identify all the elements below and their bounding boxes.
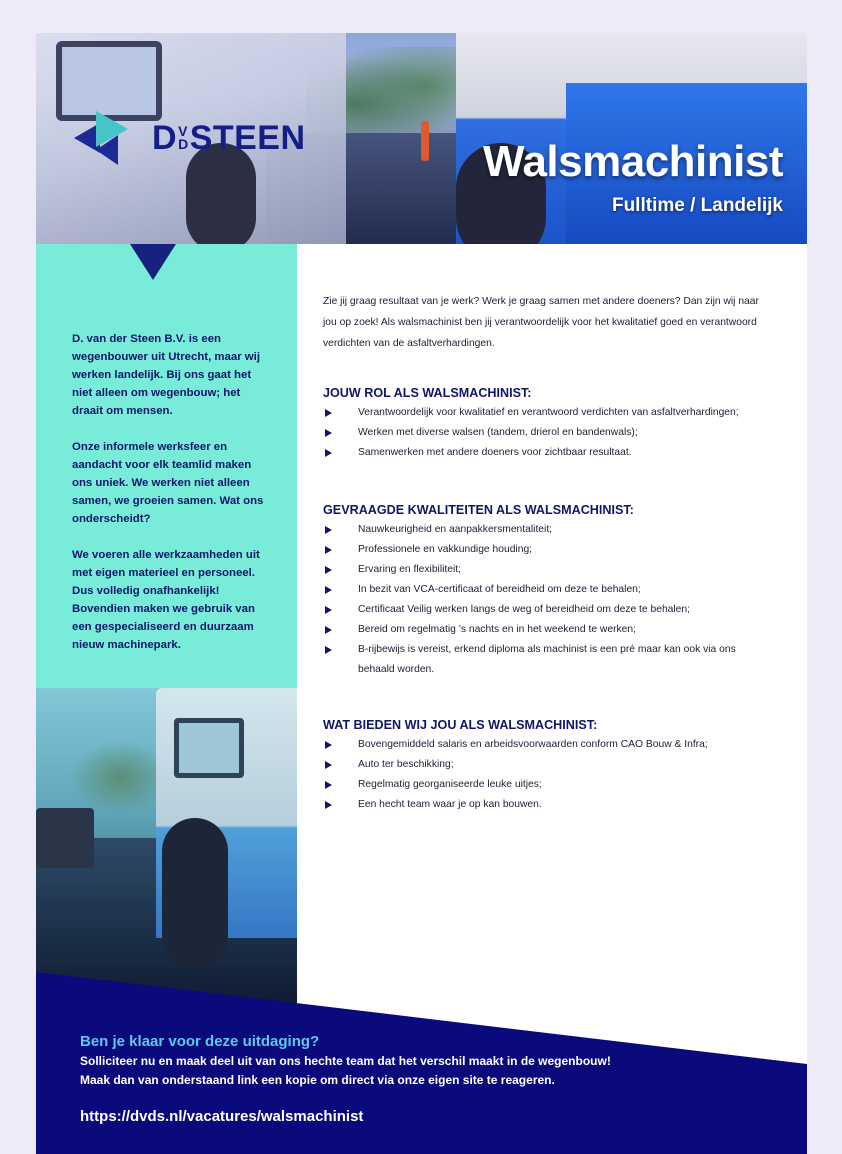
- intro-paragraph: We voeren alle werkzaamheden uit met eigen materieel en personeel. Dus volledig onafhankelijk! Bovendien maken we gebruik van een gespecialiseerd en duurzaam nieuw machinepark.: [72, 549, 260, 651]
- road-worker: [421, 121, 429, 161]
- left-photo: [36, 688, 297, 1004]
- list-item: Nauwkeurigheid en aanpakkersmentaliteit;: [323, 520, 793, 540]
- bullet-arrow-icon: [325, 566, 332, 574]
- job-title: Walsmachinist: [483, 137, 783, 186]
- dvds-logo: [74, 111, 306, 165]
- machine-cab-window: [174, 718, 244, 778]
- bullet-arrow-icon: [325, 741, 332, 749]
- job-subtitle: Fulltime / Landelijk: [611, 195, 783, 216]
- list-item: In bezit van VCA-certificaat of bereidheid om deze te behalen;: [323, 580, 793, 600]
- bullet-arrow-icon: [325, 449, 332, 457]
- machine-cab-window: [56, 41, 162, 121]
- role-list: [323, 403, 793, 463]
- list-item: Ervaring en flexibiliteit;: [323, 560, 793, 580]
- bullet-arrow-icon: [325, 801, 332, 809]
- bullet-arrow-icon: [325, 761, 332, 769]
- lead-paragraph: Zie jij graag resultaat van je werk? Werk je graag samen met andere doeners? Dan zijn wij naar jou op zoek! Als walsmachinist ben jij verantwoordelijk voor het kwalitatief goed en verantwoord verdichten van de asfaltverhardingen.: [323, 296, 759, 349]
- vacancy-page: [36, 33, 807, 1154]
- bullet-arrow-icon: [325, 546, 332, 554]
- bullet-arrow-icon: [325, 586, 332, 594]
- list-item: Certificaat Veilig werken langs de weg of bereidheid om deze te behalen;: [323, 600, 793, 620]
- list-item: Een hecht team waar je op kan bouwen.: [323, 795, 793, 815]
- list-item: Werken met diverse walsen (tandem, drierol en bandenwals);: [323, 423, 793, 443]
- intro-paragraph: Onze informele werksfeer en aandacht voor elk teamlid maken ons uniek. We werken niet alleen samen, we groeien samen. Wat ons onderscheidt?: [72, 441, 264, 525]
- bullet-arrow-icon: [325, 409, 332, 417]
- footer-line-1: Solliciteer nu en maak deel uit van ons hechte team dat het verschil maakt in de wegenbouw!: [80, 1054, 611, 1068]
- qualities-list: [323, 520, 793, 680]
- company-intro: [72, 330, 268, 672]
- application-link[interactable]: https://dvds.nl/vacatures/walsmachinist: [80, 1108, 364, 1125]
- bullet-arrow-icon: [325, 526, 332, 534]
- bullet-arrow-icon: [325, 626, 332, 634]
- footer-question: Ben je klaar voor deze uitdaging?: [80, 1033, 320, 1050]
- list-item: Regelmatig georganiseerde leuke uitjes;: [323, 775, 793, 795]
- bullet-arrow-icon: [325, 429, 332, 437]
- section-title-role: JOUW ROL ALS WALSMACHINIST:: [323, 386, 532, 400]
- list-item: Auto ter beschikking;: [323, 755, 793, 775]
- list-item: Professionele en vakkundige houding;: [323, 540, 793, 560]
- header-photo: [36, 33, 807, 244]
- list-item: Samenwerken met andere doeners voor zichtbaar resultaat.: [323, 443, 793, 463]
- roller-drum: [162, 818, 228, 968]
- section-title-qualities: GEVRAAGDE KWALITEITEN ALS WALSMACHINIST:: [323, 503, 634, 517]
- list-item: Verantwoordelijk voor kwalitatief en verantwoord verdichten van asfaltverhardingen;: [323, 403, 793, 423]
- bullet-arrow-icon: [325, 606, 332, 614]
- footer-line-2: Maak dan van onderstaand link een kopie om direct via onze eigen site te reageren.: [80, 1073, 555, 1087]
- logo-wordmark: D V D STEEN: [152, 118, 306, 157]
- job-content: [323, 291, 793, 815]
- bullet-arrow-icon: [325, 646, 332, 654]
- pointer-triangle-icon: [130, 244, 176, 280]
- bullet-arrow-icon: [325, 781, 332, 789]
- offer-list: [323, 735, 793, 815]
- list-item: Bovengemiddeld salaris en arbeidsvoorwaarden conform CAO Bouw & Infra;: [323, 735, 793, 755]
- list-item: B-rijbewijs is vereist, erkend diploma als machinist is een pré maar kan ook via ons behaald worden.: [323, 640, 763, 680]
- list-item: Bereid om regelmatig ’s nachts en in het weekend te werken;: [323, 620, 793, 640]
- intro-paragraph: D. van der Steen B.V. is een wegenbouwer uit Utrecht, maar wij werken landelijk. Bij ons gaat het niet alleen om wegenbouw; het draait om mensen.: [72, 333, 260, 417]
- roller-machine-distant: [36, 808, 94, 868]
- logo-mark-icon: [74, 111, 140, 165]
- section-title-offer: WAT BIEDEN WIJ JOU ALS WALSMACHINIST:: [323, 718, 598, 732]
